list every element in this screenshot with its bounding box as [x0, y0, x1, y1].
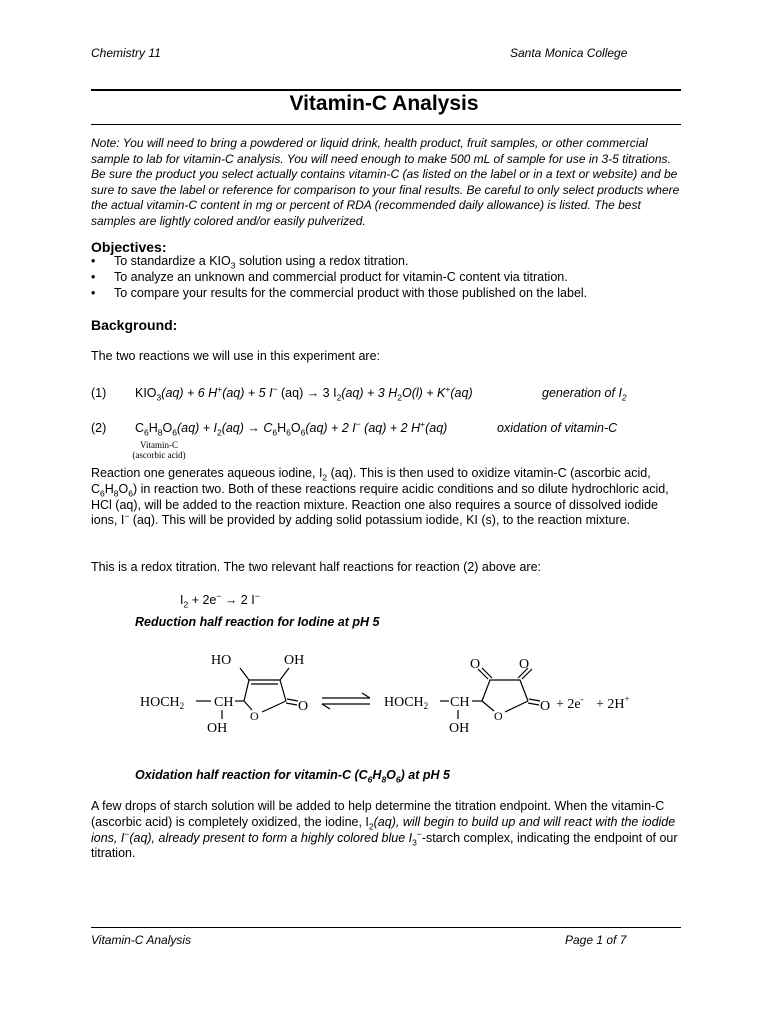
left-ho-bond — [240, 668, 249, 680]
background-paragraph-2: This is a redox titration. The two relevant half reactions for reaction (2) above are: — [91, 560, 541, 574]
reaction-2-number: (2) — [91, 421, 107, 435]
protons-label: + 2H+ — [596, 694, 630, 712]
left-hoch2-label: $HOCH_2$ — [140, 695, 185, 711]
right-ring-top — [482, 680, 528, 701]
note-paragraph: Note: You will need to bring a powdered or liquid drink, health product, fruit samples, or other commercial sample to lab for vitamin-C analysis. You will need enough to make 500 mL of sample for use in 3-5 titrations. Be sure the product you select actually contains vitamin-C (as listed on the label or in a text or website) and be sure to save the label or reference for comparison to your final results. Be careful to only select products where the actual vitamin-C content in mg or percent of RDA (recommended daily allowance) is listed. The best samples are lightly colored and/or easily pulverized. — [91, 136, 680, 228]
reaction-1-equation: $KIO_3(aq) + 6$ H+(aq) + 5 I− (aq) → 3 $I_2(aq) + 3$ $H_2O(l) + K^+(aq)$ — [135, 383, 473, 403]
objective-item: • To compare your results for the commercial product with those published on the label. — [91, 286, 588, 300]
objective-item: • To analyze an unknown and commercial product for vitamin-C content via titration. — [91, 270, 568, 284]
electrons-label: + 2e- — [556, 694, 584, 712]
right-ring-o-label: O — [494, 709, 503, 723]
right-ch-label: CH — [450, 695, 470, 710]
header-course: Chemistry 11 — [91, 46, 161, 60]
background-intro: The two reactions we will use in this experiment are: — [91, 349, 381, 363]
reaction-1-label: generation of $I_2$ — [542, 386, 627, 403]
left-carbonyl-o-label: O — [298, 699, 309, 714]
footer-page-number: Page 1 of 7 — [565, 933, 627, 947]
left-oh-bond — [280, 668, 289, 680]
left-carbonyl-bond — [286, 703, 297, 705]
right-carbonyl3-bond — [528, 703, 539, 705]
title-rule-top — [91, 89, 681, 91]
vitamin-c-annotation: Vitamin-C (ascorbic acid) — [132, 440, 186, 460]
reduction-caption: Reduction half reaction for Iodine at pH 5 — [135, 615, 380, 629]
left-ring-bond — [244, 701, 252, 710]
right-o1-label: O — [470, 657, 481, 672]
left-ring-o-label: O — [250, 709, 259, 723]
right-hoch2-label: $HOCH_2$ — [384, 695, 429, 711]
right-ring-bond — [505, 701, 528, 712]
footer-rule — [91, 927, 681, 928]
left-oh-label: OH — [284, 653, 305, 668]
reaction-2-label: oxidation of vitamin-C — [497, 421, 618, 435]
left-ho-label: HO — [211, 653, 232, 668]
reduction-half-reaction: $I_2 + 2e^- \to 2$ I− — [180, 590, 260, 610]
right-bottom-oh-label: OH — [449, 721, 470, 736]
oxidation-structure-diagram — [0, 640, 768, 760]
page-title: Vitamin-C Analysis — [289, 92, 479, 115]
reaction-1-number: (1) — [91, 386, 107, 400]
left-carbonyl-bond — [287, 699, 298, 701]
background-heading: Background: — [91, 317, 178, 333]
oxidation-caption: Oxidation half reaction for vitamin-C $(C_6H_8O_6)$ at pH 5 — [135, 768, 450, 785]
right-carbonyl-o-label: O — [540, 699, 551, 714]
right-o2-label: O — [519, 657, 530, 672]
left-ring-bond — [262, 701, 286, 712]
left-bottom-oh-label: OH — [207, 721, 228, 736]
objectives-heading: Objectives: — [91, 239, 167, 255]
right-carbonyl1-bond — [478, 669, 488, 679]
header-college: Santa Monica College — [510, 46, 628, 60]
background-paragraph-1: Reaction one generates aqueous iodine, $I_2$ (aq). This is then used to oxidize vitamin-C (ascorbic acid, $C_6H_8O_6$) in reaction two. Both of these reactions require acidic conditions and so dilute hydrochloric acid, HCl (aq), will be added to the reaction mixture. Reaction one also requires a source of dissolved iodide ions, I− (aq). This will be provided by adding solid potassium iodide, KI (s), to the reaction mixture. — [91, 466, 669, 528]
footer-doc-title: Vitamin-C Analysis — [91, 933, 192, 947]
right-carbonyl1-bond — [482, 668, 492, 678]
background-paragraph-3: A few drops of starch solution will be added to help determine the titration endpoint. When the vitamin-C (ascorbic acid) is completely oxidized, the iodine, $I_2(aq)$, will begin to build up and will react with the iodide ions, I−(aq), already present to form a highly colored blue $I_3^-$-starch complex, indicating the endpoint of our titration. — [91, 799, 678, 861]
equilibrium-arrow-reverse-head — [322, 704, 330, 709]
right-carbonyl3-bond — [529, 699, 540, 701]
equilibrium-arrow-forward-head — [362, 693, 370, 698]
reaction-2-equation: $C_6H_8O_6(aq) + I_2(aq) \to C_6H_6O_6(aq) + 2$ I− (aq) + 2 H+(aq) — [135, 418, 448, 438]
objective-item: • To standardize a $KIO_3$ solution using a redox titration. — [91, 254, 409, 271]
left-ring-top — [244, 680, 286, 701]
left-ch-label: CH — [214, 695, 234, 710]
title-rule-bottom — [91, 124, 681, 125]
right-ring-bond — [482, 701, 494, 711]
